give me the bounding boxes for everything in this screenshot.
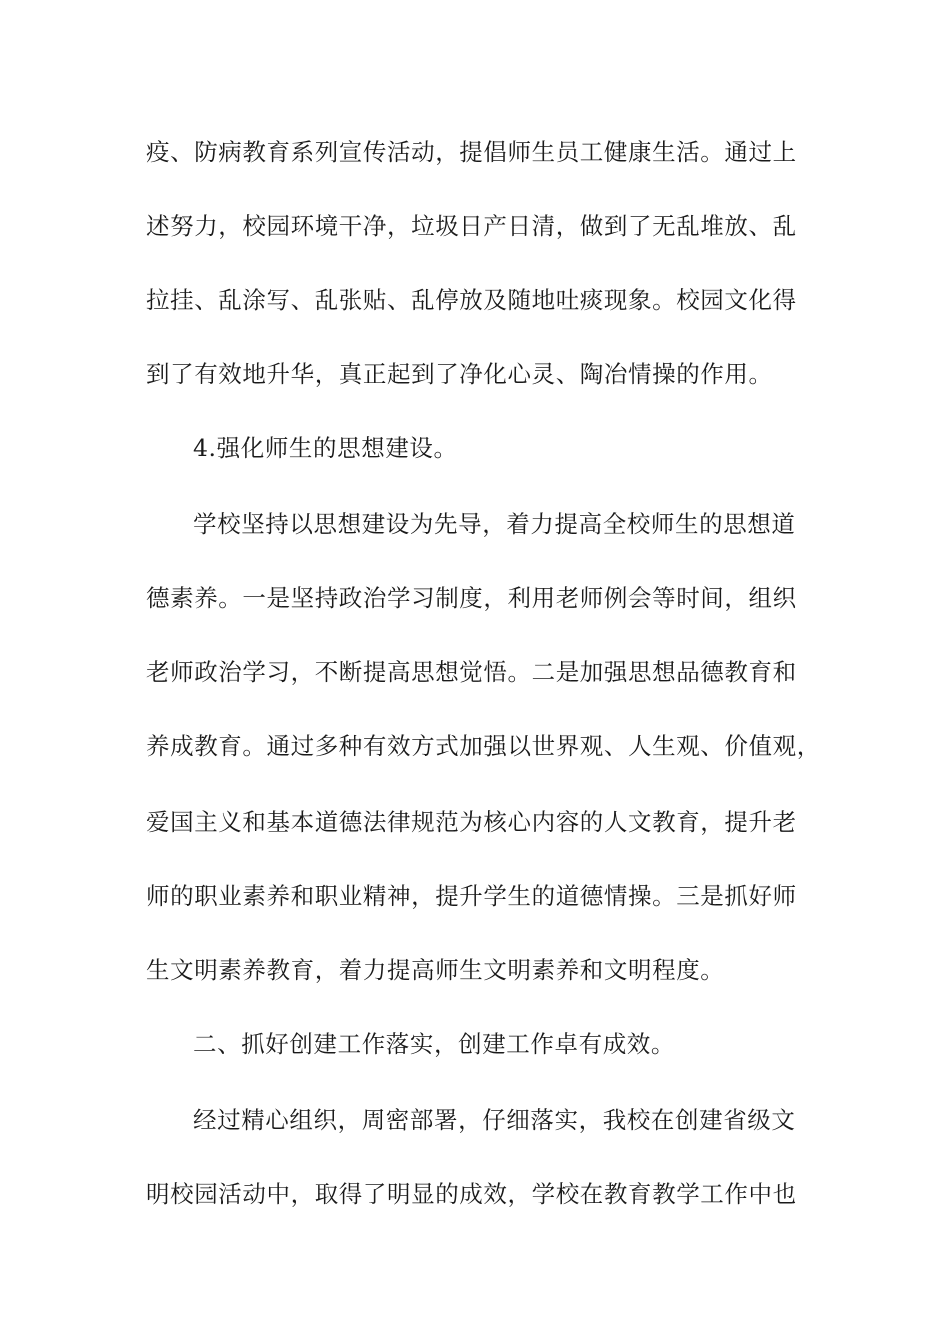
paragraph-line: 老师政治学习，不断提高思想觉悟。二是加强思想品德教育和 xyxy=(146,658,797,686)
section-heading: 二、抓好创建工作落实，创建工作卓有成效。 xyxy=(193,1030,675,1058)
paragraph-line: 经过精心组织，周密部署，仔细落实，我校在创建省级文 xyxy=(193,1106,796,1134)
paragraph-line: 学校坚持以思想建设为先导，着力提高全校师生的思想道 xyxy=(193,510,796,538)
paragraph-line: 到了有效地升华，真正起到了净化心灵、陶冶情操的作用。 xyxy=(146,360,773,388)
paragraph-line: 述努力，校园环境干净，垃圾日产日清，做到了无乱堆放、乱 xyxy=(146,212,797,240)
paragraph-line: 爱国主义和基本道德法律规范为核心内容的人文教育，提升老 xyxy=(146,808,797,836)
paragraph-line: 明校园活动中，取得了明显的成效，学校在教育教学工作中也 xyxy=(146,1180,797,1208)
paragraph-line: 养成教育。通过多种有效方式加强以世界观、人生观、价值观， xyxy=(146,732,821,760)
paragraph-line: 生文明素养教育，着力提高师生文明素养和文明程度。 xyxy=(146,956,725,984)
paragraph-line: 疫、防病教育系列宣传活动，提倡师生员工健康生活。通过上 xyxy=(146,138,797,166)
paragraph-line: 德素养。一是坚持政治学习制度，利用老师例会等时间，组织 xyxy=(146,584,797,612)
section-heading: 4.强化师生的思想建设。 xyxy=(193,434,458,462)
paragraph-line: 师的职业素养和职业精神，提升学生的道德情操。三是抓好师 xyxy=(146,882,797,910)
paragraph-line: 拉挂、乱涂写、乱张贴、乱停放及随地吐痰现象。校园文化得 xyxy=(146,286,797,314)
